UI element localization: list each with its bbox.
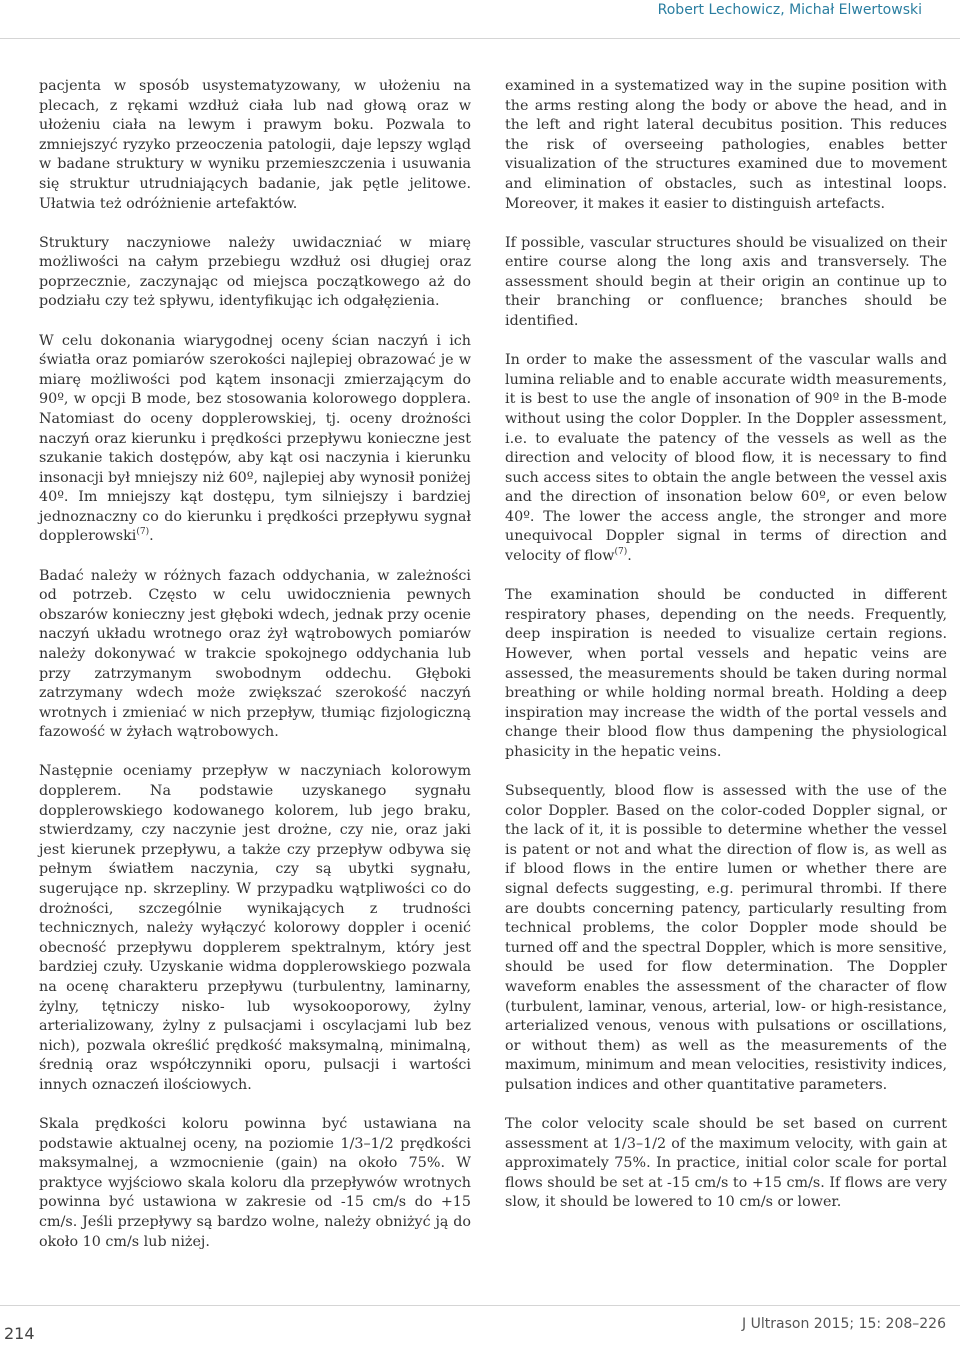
- citation-reference: (7): [136, 527, 150, 538]
- paragraph-text: W celu dokonania wiarygodnej oceny ścian naczyń i ich światła oraz pomiarów szerokości najlepiej obrazować je w miarę możliwości pod kątem insonacji zmierzającym do 90º, w opcji B mode, bez stosowania kolorowego dopplera. Natomiast do oceny dopplerowskiej, tj. oceny drożności naczyń oraz kierunku i prędkości przepływu konieczne jest szukanie takich dostępów, aby kąt osi naczynia i kierunku insonacji był mniejszy niż 60º, najlepiej aby wynosił poniżej 40º. Im mniejszy kąt dostępu, tym silniejszy i bardziej jednoznaczny co do kierunku i prędkości przepływu sygnał dopplerowski: [39, 332, 471, 545]
- paragraph: Subsequently, blood flow is assessed with the use of the color Doppler. Based on the color-coded Doppler signal, or the lack of it, it is possible to determine whether the vessel is patent or not and what the direction of flow is, as well as if blood flows in the entire lumen or whether there are signal defects suggesting, e.g. perimural thrombi. If there are doubts concerning patency, particularly resulting from technical problems, the color Doppler mode should be turned off and the spectral Doppler, which is more sensitive, should be used for flow determination. The Doppler waveform enables the assessment of the character of flow (turbulent, laminar, venous, arterial, low- or high-resistance, arterialized venous, venous with pulsations or oscillations, or without them) as well as the measurements of the maximum, minimum and mean velocities, resistivity indices, pulsation indices and other quantitative parameters.: [505, 783, 947, 1093]
- paragraph: The examination should be conducted in different respiratory phases, depending on the needs. Frequently, deep inspiration is needed to visualize certain regions. However, when portal vessels and hepatic veins are assessed, the measurements should be taken during normal breathing or while holding normal breath. Holding a deep inspiration may increase the width of the portal vessels and change their blood flow thus dampening the physiological phasicity in the hepatic veins.: [505, 587, 947, 760]
- paragraph: Następnie oceniamy przepływ w naczyniach kolorowym dopplerem. Na podstawie uzyskanego sygnału dopplerowskiego kodowanego kolorem, lub jego braku, stwierdzamy, czy naczynie jest drożne, czy nie, oraz jaki jest kierunek przepływu, a także czy przepływ odbywa się pełnym światłem naczynia, czy są ubytki sygnału, sugerujące np. skrzepliny. W przypadku wątpliwości co do drożności, szczególnie wynikających z trudności technicznych, należy wyłączyć kolorowy doppler i ocenić obecność przepływu dopplerem spektralnym, który jest bardziej czuły. Uzyskanie widma dopplerowskiego pozwala na ocenę charakteru przepływu (turbulentny, laminarny, żylny, tętniczy nisko- lub wysokooporowy, żylny arterializowany, żylny z pulsacjami i oscylacjami lub bez nich), pozwala określić prędkość maksymalną, minimalną, średnią oraz współczynniki oporu, pulsacji i wartości innych oznaczeń ilościowych.: [39, 763, 471, 1093]
- paragraph: Badać należy w różnych fazach oddychania, w zależności od potrzeb. Często w celu uwidocznienia pewnych obszarów konieczny jest głęboki wdech, jednak przy ocenie naczyń układu wrotnego oraz żył wątrobowych pomiarów należy dokonywać w trakcie spokojnego oddychania lub przy zatrzymanym swobodnym oddechu. Głęboki zatrzymany wdech może zwiększać szerokość naczyń wrotnych i zmieniać w nich przepływ, tłumiąc fizjologiczną fazowość w żyłach wątrobowych.: [39, 567, 471, 741]
- english-text-column: [505, 77, 947, 1232]
- polish-text-column: [39, 77, 471, 1272]
- paragraph-end: .: [149, 528, 154, 545]
- citation-reference: (7): [614, 547, 628, 558]
- footer-divider: [0, 1305, 960, 1306]
- paragraph: [505, 351, 947, 567]
- running-head-authors: Robert Lechowicz, Michał Elwertowski: [657, 2, 922, 18]
- paragraph: pacjenta w sposób usystematyzowany, w ułożeniu na plecach, z rękami wzdłuż ciała lub nad głową oraz w ułożeniu ciała na lewym i prawym boku. Pozwala to zmniejszyć ryzyko przeoczenia patologii, daje lepszy wgląd w badane struktury w wyniku przemieszczenia i usuwania się struktur utrudniających badanie, jak pętle jelitowe. Ułatwia też odróżnienie artefaktów.: [39, 78, 471, 212]
- paragraph-end: .: [627, 548, 632, 565]
- header-divider: [0, 38, 960, 39]
- page-number: 214: [4, 1324, 35, 1343]
- paragraph: Struktury naczyniowe należy uwidaczniać w miarę możliwości na całym przebiegu wzdłuż osi długiej oraz poprzecznie, zaczynając od miejsca początkowego aż do podziału czy też spływu, identyfikując ich odgałęzienia.: [39, 234, 471, 310]
- paragraph-text: In order to make the assessment of the vascular walls and lumina reliable and to enable accurate width measurements, it is best to use the angle of insonation of 90º in the B-mode without using the color Doppler. In the Doppler assessment, i.e. to evaluate the patency of the vessels as well as the direction and velocity of blood flow, it is necessary to find such access sites to obtain the angle between the vessel axis and the direction of insonation below 60º, or even below 40º. The lower the access angle, the stronger and more unequivocal Doppler signal in terms of direction and velocity of flow: [505, 352, 947, 565]
- paragraph: examined in a systematized way in the supine position with the arms resting along the body or above the head, and in the left and right lateral decubitus position. This reduces the risk of overseeing pathologies, enables better visualization of the structures examined due to movement and elimination of obstacles, such as intestinal loops. Moreover, it makes it easier to distinguish artefacts.: [505, 78, 947, 212]
- paragraph: Skala prędkości koloru powinna być ustawiana na podstawie aktualnej oceny, na poziomie 1/3–1/2 prędkości maksymalnej, a wzmocnienie (gain) na około 75%. W praktyce wyjściowo skala koloru dla przepływów wrotnych powinna być ustawiona w zakresie od -15 cm/s do +15 cm/s. Jeśli przepływy są bardzo wolne, należy obniżyć ją do około 10 cm/s lub niżej.: [39, 1116, 471, 1250]
- paragraph: [39, 332, 471, 548]
- paragraph: If possible, vascular structures should be visualized on their entire course along the long axis and transversely. The assessment should begin at their origin an continue up to their branching or confluence; branches should be identified.: [505, 234, 947, 330]
- journal-citation: J Ultrason 2015; 15: 208–226: [742, 1316, 946, 1332]
- paragraph: The color velocity scale should be set based on current assessment at 1/3–1/2 of the maximum velocity, with gain at approximately 75%. In practice, initial color scale for portal flows should be set at -15 cm/s to +15 cm/s. If flows are very slow, it should be lowered to 10 cm/s or lower.: [505, 1116, 947, 1211]
